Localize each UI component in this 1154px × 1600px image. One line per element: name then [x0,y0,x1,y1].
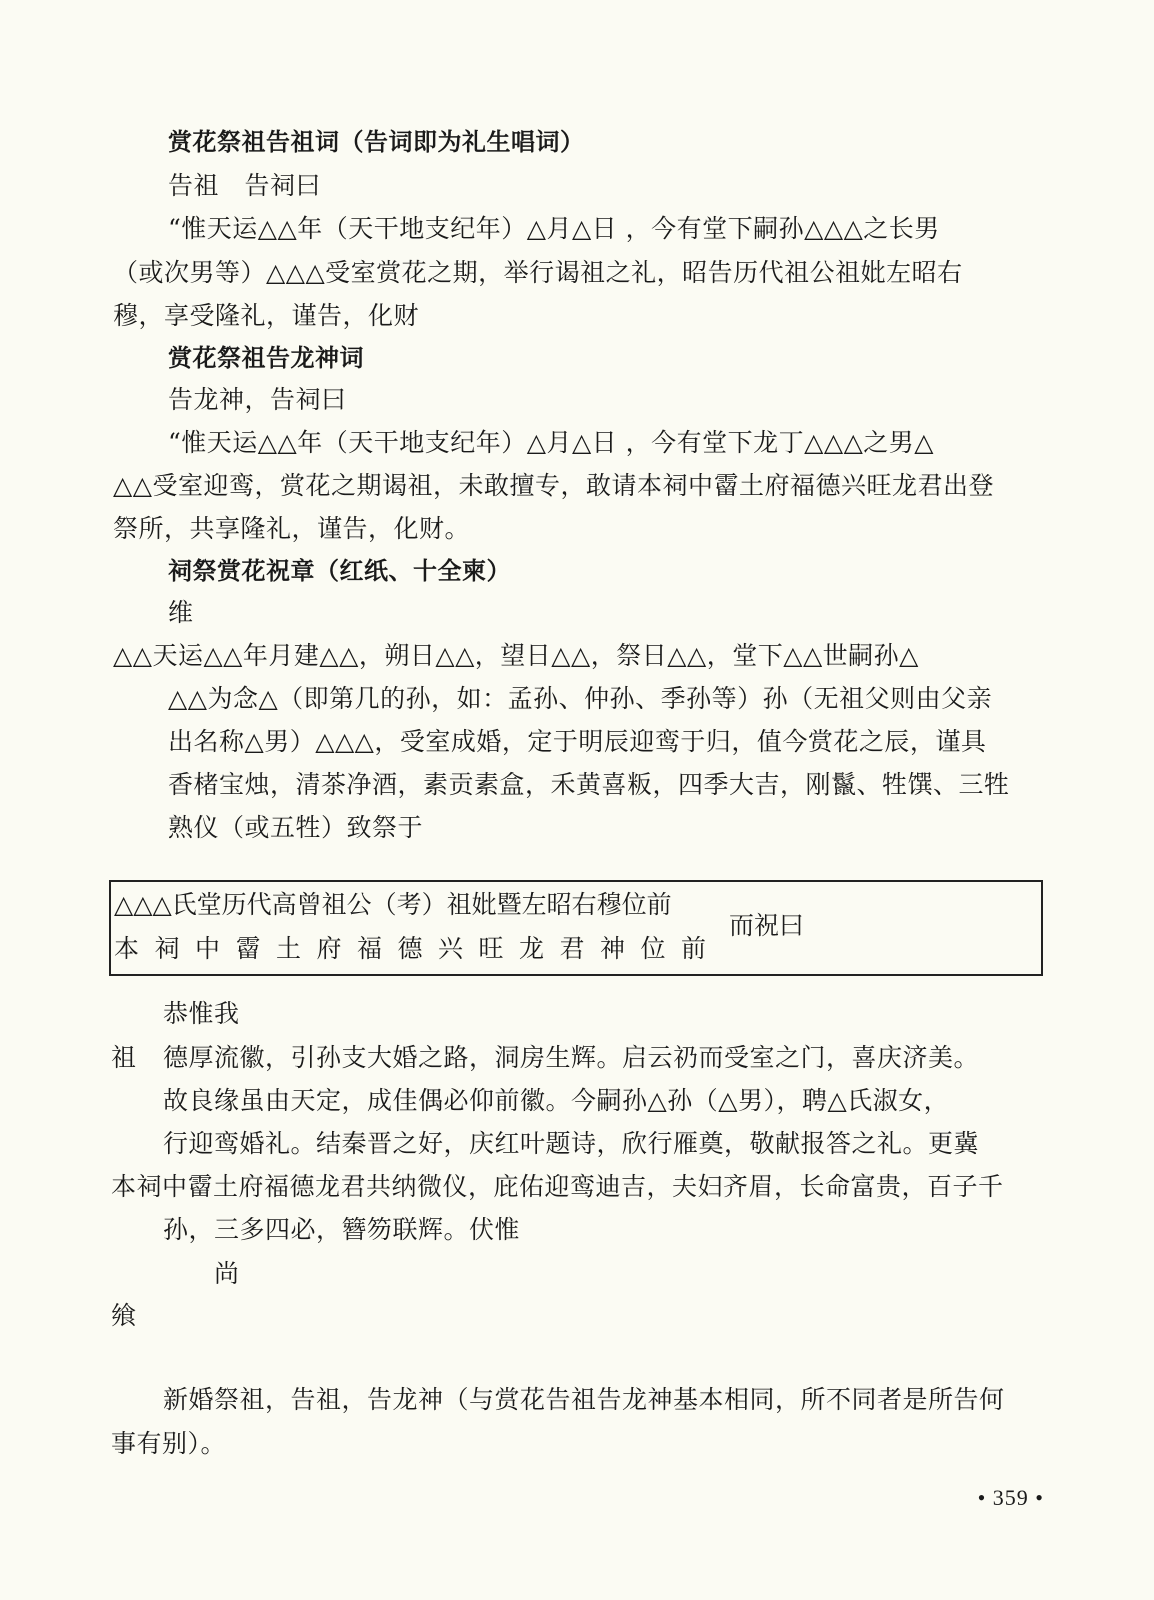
para1-line1: “惟天运△△年（天干地支纪年）△月△日 ，今有堂下嗣孙△△△之长男 [168,214,940,243]
altar-box [109,880,1043,976]
heading-zhuzhang: 祠祭赏花祝章（红纸、十全柬） [168,557,511,585]
char-zu: 祖 [111,1043,137,1072]
altar-box-side: 而祝曰 [729,911,805,940]
char-xiang: 飨 [111,1301,137,1330]
para4-line3: 行迎鸾婚礼。结秦晋之好，庆红叶题诗，欣行雁奠，敬献报答之礼。更冀 [163,1129,980,1158]
para4-line2: 故良缘虽由天定，成佳偶必仰前徽。今嗣孙△孙（△男），聘△氏淑女， [163,1086,950,1115]
para2-line3: 祭所，共享隆礼，谨告，化财。 [113,514,471,543]
para3-line3: 出名称△男）△△△，受室成婚，定于明辰迎鸾于归，值今赏花之辰，谨具 [168,727,987,756]
para1-line2: （或次男等）△△△受室赏花之期，举行谒祖之礼，昭告历代祖公祖妣左昭右 [113,258,963,287]
para3-line5: 熟仪（或五牲）致祭于 [168,813,424,842]
char-shang: 尚 [214,1259,240,1288]
para4-line5: 孙，三多四必，簪笏联辉。伏惟 [163,1215,521,1244]
heading-gaolongshen: 赏花祭祖告龙神词 [168,344,364,372]
para4-line1: 德厚流徽，引孙支大婚之路，洞房生辉。启云礽而受室之门，喜庆济美。 [163,1043,980,1072]
heading-gaozu: 赏花祭祖告祖词（告词即为礼生唱词） [168,128,585,156]
line-gongwei: 恭惟我 [163,999,240,1028]
para1-line3: 穆，享受隆礼，谨告，化财 [113,301,420,330]
page-number: • 359 • [977,1485,1044,1510]
para5-line2: 事有别）。 [111,1429,227,1458]
line-gaolongshen: 告龙神，告祠曰 [168,385,347,414]
line-gaozu: 告祖 告祠曰 [168,171,322,200]
altar-box-row1: △△△氏堂历代高曾祖公（考）祖妣暨左昭右穆位前 [114,890,672,919]
para3-line2: △△为念△（即第几的孙，如：孟孙、仲孙、季孙等）孙（无祖父则由父亲 [168,684,993,713]
line-wei: 维 [168,598,194,627]
para2-line1: “惟天运△△年（天干地支纪年）△月△日 ，今有堂下龙丁△△△之男△ [168,428,935,457]
para4-line4: 本祠中霤土府福德龙君共纳微仪，庇佑迎鸾迪吉，夫妇齐眉，长命富贵，百子千 [111,1172,1004,1201]
para3-line1: △△天运△△年月建△△，朔日△△，望日△△，祭日△△，堂下△△世嗣孙△ [113,641,919,670]
para2-line2: △△受室迎鸾，赏花之期谒祖，未敢擅专，敢请本祠中霤土府福德兴旺龙君出登 [113,471,994,500]
para5-line1: 新婚祭祖，告祖，告龙神（与赏花告祖告龙神基本相同，所不同者是所告何 [163,1385,1005,1414]
altar-box-row2: 本祠中霤土府福德兴旺龙君神位前 [114,934,722,963]
para3-line4: 香楮宝烛，清茶净酒，素贡素盒，禾黄喜粄，四季大吉，刚鬣、牲馔、三牲 [168,770,1010,799]
